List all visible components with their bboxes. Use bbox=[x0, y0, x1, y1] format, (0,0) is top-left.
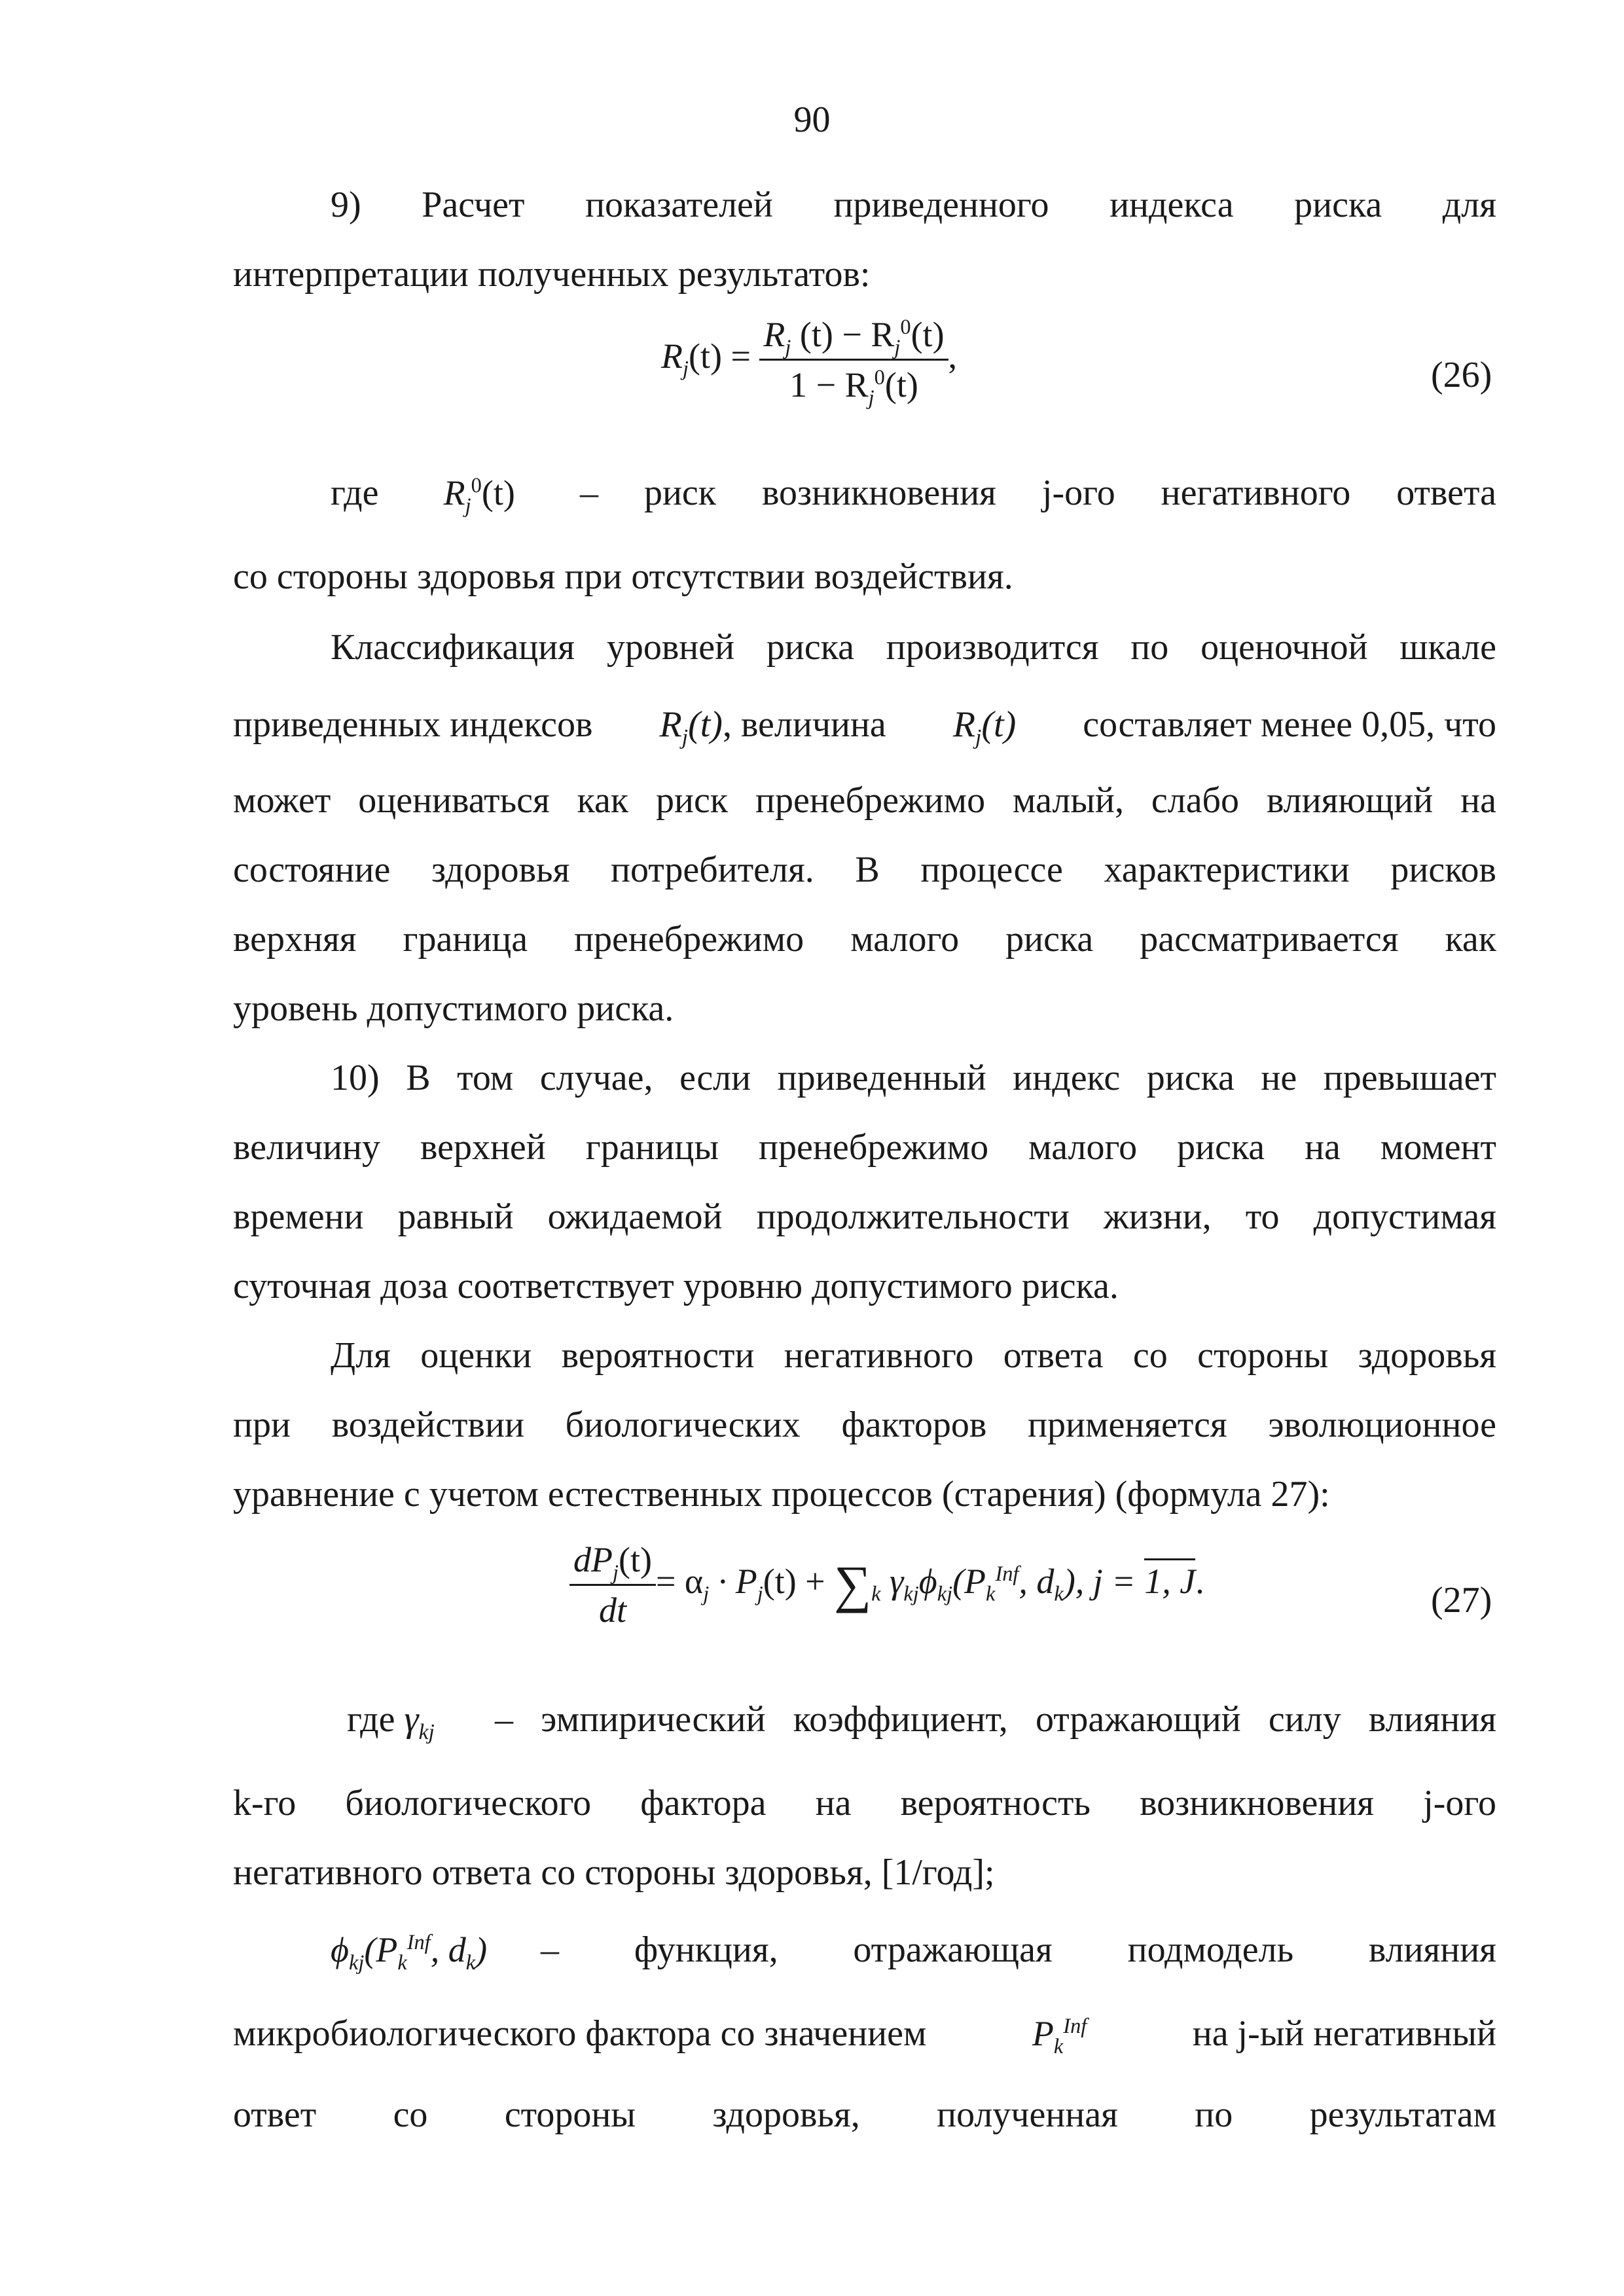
page-number: 90 bbox=[793, 99, 831, 140]
equation-number-26: (26) bbox=[1431, 355, 1492, 395]
formula-26: $R_j(t)$ = $\frac{R_j (t) - R_j^0(t)}{1 - R_j^0(t)}$ , bbox=[661, 315, 958, 410]
formula-27: $\frac{dP_j(t)}{dt}$ = $\alpha_j \cdot P_j(t) + \sum_k$ $\gamma_{kj}\phi_{kj}(P_k^{Inf}$, $d_k$), j = 1, J. bbox=[569, 1539, 1204, 1630]
where26-symbol: $R_j^0(t)$ bbox=[443, 473, 515, 518]
classification-line1: Классификация уровней риска производится по оценочной шкале bbox=[331, 627, 1496, 668]
where27-line2: k-го биологического фактора на вероятность возникновения j-ого bbox=[233, 1783, 1496, 1823]
step10-line3: времени равный ожидаемой продолжительности жизни, то допустимая bbox=[233, 1196, 1496, 1237]
bio-line3: уравнение с учетом естественных процессов (старения) (формула 27): bbox=[233, 1474, 1330, 1515]
phi-def-line3: ответ со стороны здоровья, полученная по результатам bbox=[233, 2094, 1496, 2135]
classification-line2: приведенных индексов $R_j(t)$, величина $R_j(t)$ составляет менее 0,05, что bbox=[233, 704, 1496, 750]
step10-line2: величину верхней границы пренебрежимо малого риска на момент bbox=[233, 1127, 1496, 1168]
classification-line5: верхняя граница пренебрежимо малого риска рассматривается как bbox=[233, 919, 1496, 960]
where27-line1: где $\gamma_{kj}$ – эмпирический коэффициент, отражающий силу влияния bbox=[347, 1699, 1496, 1745]
where27-line3: негативного ответа со стороны здоровья, [1/год]; bbox=[233, 1852, 995, 1893]
step9-line2: интерпретации полученных результатов: bbox=[233, 254, 871, 295]
where26-line2: со стороны здоровья при отсутствии воздействия. bbox=[233, 556, 1013, 597]
formula-27-fraction: $\frac{dP_j(t)}{dt}$ bbox=[569, 1539, 656, 1630]
classification-line3: может оцениваться как риск пренебрежимо малый, слабо влияющий на bbox=[233, 780, 1496, 821]
phi-symbol: $\phi_{kj}(P_k^{Inf}$, $d_k$) bbox=[331, 1930, 488, 1975]
step10-line4: суточная доза соответствует уровню допустимого риска. bbox=[233, 1266, 1119, 1306]
classification-line4: состояние здоровья потребителя. В процессе характеристики рисков bbox=[233, 850, 1496, 890]
phi-def-line2: микробиологического фактора со значением $P_k^{Inf}$ на j-ый негативный bbox=[233, 2013, 1496, 2058]
where26-line1: где $R_j^0(t)$ – риск возникновения j-ого негативного ответа bbox=[331, 470, 1496, 516]
classification-line6: уровень допустимого риска. bbox=[233, 988, 674, 1029]
step9-line1: 9) Расчет показателей приведенного индекса риска для bbox=[331, 185, 1496, 225]
bio-line1: Для оценки вероятности негативного ответа со стороны здоровья bbox=[331, 1335, 1496, 1376]
formula-26-fraction: $\frac{R_j (t) - R_j^0(t)}{1 - R_j^0(t)}$ bbox=[759, 314, 948, 405]
bio-line2: при воздействии биологических факторов применяется эволюционное bbox=[233, 1405, 1496, 1445]
phi-def-line1: $\phi_{kj}(P_k^{Inf}$, $d_k$) – функция, отражающая подмодель влияния bbox=[331, 1927, 1496, 1973]
step10-line1: 10) В том случае, если приведенный индекс риска не превышает bbox=[331, 1058, 1496, 1098]
equation-number-27: (27) bbox=[1431, 1580, 1492, 1621]
